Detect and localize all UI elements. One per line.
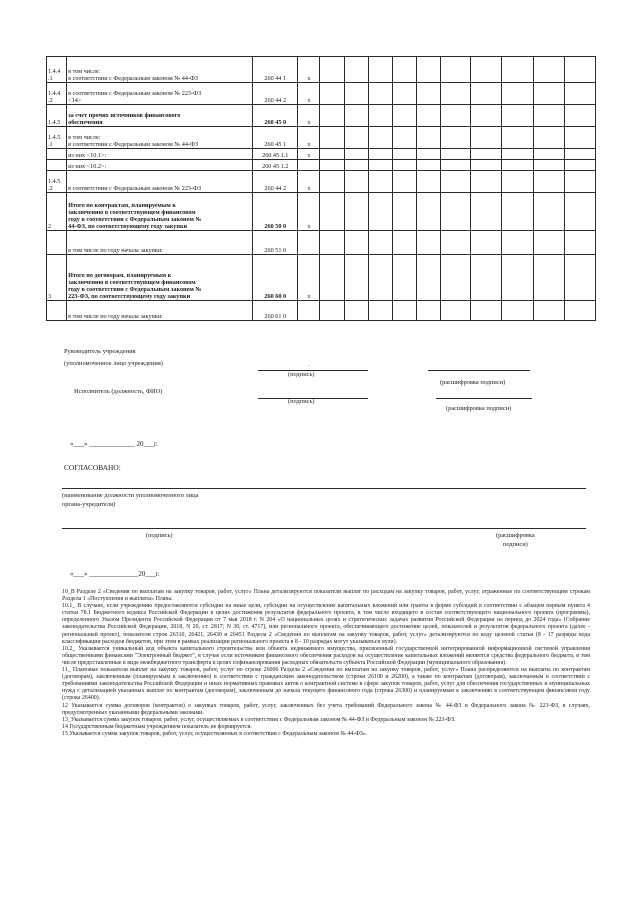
row-number: 1.4.5 .2 [47,171,67,193]
footnote: 12 Указывается сумма договоров (контрактов) о закупках товаров, работ, услуг, заключенных без учета требований Федерального закона № 44-ФЗ и Федерального закона № 223-ФЗ, в случаях, предусмотренных указанными федеральными законами. [62,702,590,716]
row-description: в том числе: в соответствии с Федеральным законом № 44-ФЗ [67,127,253,149]
sign-caption-1: (подпись) [288,371,315,378]
empty-cell [392,57,416,83]
official-line [62,488,586,489]
empty-cell [392,301,416,321]
decode-line-2 [436,398,532,399]
empty-cell [441,160,471,171]
empty-cell [416,83,440,105]
empty-cell [368,301,392,321]
empty-cell [368,105,392,127]
footnote: 11_ Плановые показатели выплат на закупку товаров, работ, услуг по строке 26000 Раздела 2 «Сведения по выплатам на закупку товаров, работ, услуг» Плана распределяются на выплаты по контрактам (договорам), заключенным (планируемым к заключению) в соответствии с гражданским законодательством (строки 26100 и 26200), а также по контрактам (договорам), заключаемым в соответствии с требованиями законодательства Российской Федерации и иных нормативных правовых актов о контрактной системе в сфере закупок товаров, работ, услуг для обеспечения государственных и муниципальных нужд с детализацией указанных выплат по контрактам (договорам), заключенным до начала текущего финансового года (строка 26300) и планируемым к заключению в соответствующем финансовом году (строка 26400). [62,667,590,702]
date-line-2: «___» ______________20___г. [70,570,160,578]
empty-cell [471,57,502,83]
agreed-label: СОГЛАСОВАНО: [64,463,121,472]
empty-cell [564,149,595,160]
empty-cell [320,171,344,193]
row-code: 260 45 0 [253,105,298,127]
empty-cell [344,255,368,301]
empty-cell [441,149,471,160]
row-x-mark: x [298,83,320,105]
row-description: в том числе по году начала закупки: [67,301,253,321]
empty-cell [392,255,416,301]
row-description: в соответствии с Федеральным законом № 223-ФЗ <14> [67,83,253,105]
empty-cell [320,231,344,255]
row-code: 260 45 1.2 [253,160,298,171]
empty-cell [320,193,344,231]
official-caption: (наименование должности уполномоченного лица органа-учредителя) [62,492,199,508]
empty-cell [368,160,392,171]
empty-cell [471,83,502,105]
table-row [47,160,596,171]
empty-cell [344,105,368,127]
empty-cell [368,231,392,255]
empty-cell [533,193,564,231]
table-row [47,105,596,127]
row-x-mark: x [298,171,320,193]
empty-cell [392,231,416,255]
empty-cell [441,57,471,83]
empty-cell [441,127,471,149]
empty-cell [416,301,440,321]
row-code: 260 51 0 [253,231,298,255]
executor-label: Исполнитель (должность, ФИО) [74,388,163,395]
row-code: 260 45 1 [253,127,298,149]
row-description: за счет прочих источников финансового обеспечения [67,105,253,127]
purchase-table [46,56,596,321]
empty-cell [502,255,533,301]
footnote: 10_В Разделе 2 «Сведения по выплатам на закупку товаров, работ, услуг» Плана детализируются показатели выплат по расходам на закупку товаров, работ, услуг, отраженные по соответствующим строкам Раздела 1 «Поступления и выплаты» Плана. [62,589,590,603]
empty-cell [471,149,502,160]
table-row [47,193,596,231]
row-number: 1.4.4 .2 [47,83,67,105]
head-label: Руководитель учреждения [64,348,136,355]
row-number [47,149,67,160]
empty-cell [564,171,595,193]
empty-cell [564,127,595,149]
row-code: 260 44 1 [253,57,298,83]
empty-cell [392,105,416,127]
empty-cell [344,57,368,83]
row-code: 260 50 0 [253,193,298,231]
row-x-mark: x [298,255,320,301]
row-description: в том числе: в соответствии с Федеральным законом № 44-ФЗ [67,57,253,83]
row-number: 1.4.5 [47,105,67,127]
empty-cell [502,57,533,83]
empty-cell [416,171,440,193]
table-row [47,231,596,255]
row-description: Итого по договорам, планируемым к заключению в соответствующем финансовом году в соответствии с Федеральным законом № 223-ФЗ, по соответствующему году закупки [67,255,253,301]
empty-cell [392,127,416,149]
row-number: 1.4.5 .1 [47,127,67,149]
empty-cell [471,127,502,149]
empty-cell [392,160,416,171]
empty-cell [368,57,392,83]
sign-caption-3: (подпись) [146,532,173,539]
row-description: из них <10.1>: [67,149,253,160]
empty-cell [320,127,344,149]
empty-cell [502,301,533,321]
empty-cell [344,149,368,160]
decode-caption-3: (расшифровка подписи) [496,532,535,548]
empty-cell [502,171,533,193]
empty-cell [320,301,344,321]
footnotes [62,589,590,738]
table-row [47,301,596,321]
sign-line-3 [62,528,586,529]
empty-cell [471,193,502,231]
empty-cell [416,57,440,83]
empty-cell [533,171,564,193]
empty-cell [368,255,392,301]
row-x-mark: x [298,127,320,149]
row-x-mark [298,301,320,321]
footnote: 14 Государственным бюджетным учреждением показатель не формируется. [62,723,252,730]
empty-cell [368,83,392,105]
empty-cell [320,105,344,127]
empty-cell [416,231,440,255]
empty-cell [564,231,595,255]
table-row [47,83,596,105]
empty-cell [416,105,440,127]
footnote: 10.2_ Указывается уникальный код объекта капитального строительства или объекта недвижимого имущества, присвоенный государственной интегрированной информационной системой управления общественными финансами "Электронный бюджет", в случае если источником финансового обеспечения расходов на осуществление капитальных вложений являются средства федерального бюджета, в том числе предоставленные в виде межбюджетного трансферта в целях софинансирования расходных обязательств субъекта Российской Федерации (муниципального образования). [62,645,590,666]
empty-cell [502,149,533,160]
empty-cell [564,301,595,321]
empty-cell [416,160,440,171]
empty-cell [533,301,564,321]
empty-cell [502,231,533,255]
empty-cell [471,231,502,255]
row-description: в том числе по году начала закупки: [67,231,253,255]
row-x-mark [298,231,320,255]
empty-cell [320,160,344,171]
empty-cell [441,255,471,301]
empty-cell [344,160,368,171]
empty-cell [392,193,416,231]
empty-cell [441,171,471,193]
row-code: 260 44 2 [253,171,298,193]
empty-cell [368,171,392,193]
row-number: 1.4.4 .1 [47,57,67,83]
decode-caption-1: (расшифровка подписи) [440,379,506,386]
row-code: 260 60 0 [253,255,298,301]
empty-cell [392,171,416,193]
empty-cell [502,193,533,231]
row-number [47,231,67,255]
empty-cell [344,301,368,321]
empty-cell [471,105,502,127]
row-description: из них <10.2>: [67,160,253,171]
empty-cell [502,83,533,105]
empty-cell [533,83,564,105]
row-number: 2 [47,193,67,231]
row-description: в соответствии с Федеральным законом № 223-ФЗ [67,171,253,193]
row-x-mark: x [298,57,320,83]
empty-cell [564,193,595,231]
empty-cell [441,105,471,127]
table-row [47,149,596,160]
empty-cell [502,127,533,149]
decode-caption-2: (расшифровка подписи) [446,405,512,412]
empty-cell [564,255,595,301]
empty-cell [392,149,416,160]
empty-cell [320,149,344,160]
empty-cell [471,255,502,301]
row-code: 260 44 2 [253,83,298,105]
footnote: 15 Указывается сумма закупок товаров, работ, услуг, осуществляемых в соответствии с Федеральным законом № 44-ФЗ». [62,730,368,737]
purchase-table-body [47,57,596,321]
row-x-mark: x [298,105,320,127]
table-row [47,255,596,301]
empty-cell [344,83,368,105]
empty-cell [533,149,564,160]
empty-cell [533,105,564,127]
empty-cell [564,105,595,127]
empty-cell [320,57,344,83]
empty-cell [368,193,392,231]
empty-cell [368,149,392,160]
table-row [47,171,596,193]
empty-cell [533,127,564,149]
sign-caption-2: (подпись) [288,398,315,405]
row-number [47,301,67,321]
empty-cell [471,301,502,321]
table-row [47,57,596,83]
row-description: Итого по контрактам, планируемым к заключению в соответствующем финансовом году в соответствии с Федеральным законом № 44-ФЗ, по соответствующему году закупки [67,193,253,231]
empty-cell [564,83,595,105]
empty-cell [502,160,533,171]
empty-cell [344,193,368,231]
empty-cell [441,301,471,321]
table-row [47,127,596,149]
empty-cell [471,171,502,193]
dot-mark: . [308,361,310,368]
empty-cell [533,160,564,171]
row-x-mark: x [298,149,320,160]
empty-cell [344,171,368,193]
footnote: 10.1_ В случаях, если учреждению предоставляются субсидии на иные цели, субсидии на осуществление капитальных вложений или гранты в форме субсидий в соответствии с абзацем первым пункта 4 статьи 78.1 Бюджетного кодекса Российской Федерации в целях достижения результатов федерального проекта, в том числе входящего в состав соответствующего национального проекта (программы), определенного Указом Президента Российской Федерации от 7 мая 2018 г. N 204 «О национальных целях и стратегических задачах развития Российской Федерации на период до 2024 года» (Собрание законодательства Российской Федерации, 2018, N 20, ст. 2817; N 30, ст. 4717), или регионального проекта, обеспечивающего достижение целей, показателей и результатов федерального проекта (далее - региональный проект), показатели строк 26310, 26421, 26430 и 26451 Раздела 2 «Сведения по выплатам на закупку товаров, работ, услуг» детализируются по коду целевой статьи (8 - 17 разряды кода классификации расходов бюджетов, при этом в рамках реализации регионального проекта в 8 - 10 разрядах могут указываться нули). [62,603,590,645]
empty-cell [533,231,564,255]
empty-cell [344,231,368,255]
row-number: 3 [47,255,67,301]
empty-cell [441,193,471,231]
empty-cell [533,57,564,83]
empty-cell [320,255,344,301]
empty-cell [416,149,440,160]
row-x-mark: x [298,193,320,231]
empty-cell [502,105,533,127]
empty-cell [416,193,440,231]
empty-cell [368,127,392,149]
footnote: 13_Указывается сумма закупок товаров, работ, услуг, осуществляемых в соответствии с Федеральным законом № 44-ФЗ и Федеральным законом № 223-ФЗ. [62,716,456,723]
empty-cell [416,127,440,149]
date-line-1: «___» _____________ 20___г. [70,440,158,448]
empty-cell [392,83,416,105]
empty-cell [564,160,595,171]
empty-cell [416,255,440,301]
empty-cell [533,255,564,301]
decode-line-1 [428,370,530,371]
empty-cell [564,57,595,83]
row-code: 260 61 0 [253,301,298,321]
empty-cell [320,83,344,105]
row-x-mark [298,160,320,171]
empty-cell [471,160,502,171]
row-code: 260 45 1.1 [253,149,298,160]
empty-cell [441,83,471,105]
empty-cell [441,231,471,255]
row-number [47,160,67,171]
empty-cell [344,127,368,149]
head-sublabel: (уполномоченное лицо учреждения) [64,360,163,367]
